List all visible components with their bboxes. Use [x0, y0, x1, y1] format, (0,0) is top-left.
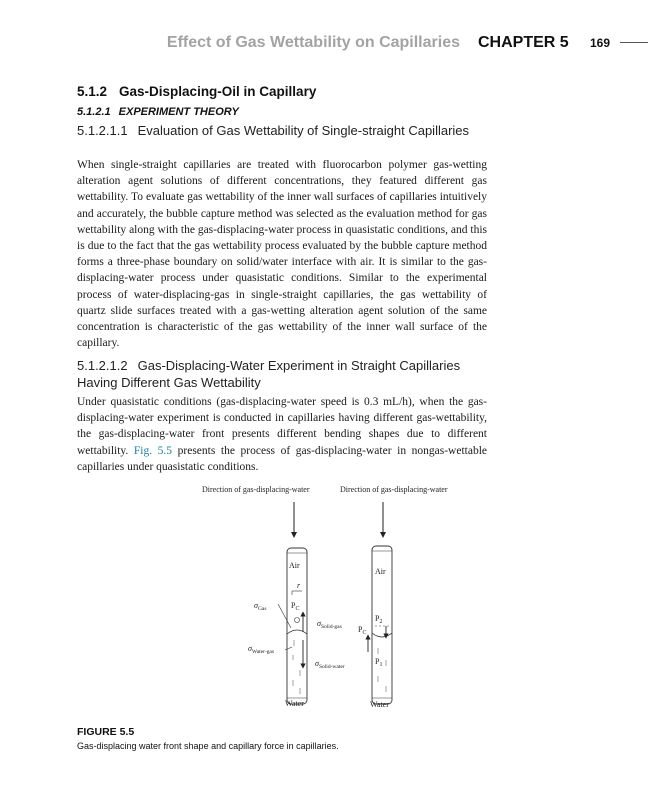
body-paragraph-b — [77, 394, 487, 475]
paragraph-heading-a — [77, 122, 497, 139]
sigma-gas-leader — [278, 604, 291, 628]
page-number: 169 — [590, 36, 611, 50]
paragraph-title-b: Gas-Displacing-Water Experiment in Straight Capillaries Having Different Gas Wettability — [77, 358, 461, 390]
direction-label-right: Direction of gas-displacing-water — [340, 485, 448, 494]
sigma-water-gas-label: $\sigma_{Water-gas}$ — [248, 644, 274, 655]
figure-diagram — [190, 480, 490, 716]
subsection-title: EXPERIMENT THEORY — [118, 106, 239, 118]
meniscus-right — [372, 633, 392, 637]
body-text-after: presents the process of gas-displacing-water in nongas-wettable capillaries under quasistatic conditions. — [77, 444, 488, 473]
section-number: 5.1.2 — [77, 84, 108, 99]
paragraph-heading-b — [77, 357, 497, 391]
chapter-label: CHAPTER 5 — [478, 34, 569, 51]
subsection-number: 5.1.2.1 — [77, 106, 111, 118]
direction-label-left: Direction of gas-displacing-water — [202, 485, 310, 494]
sigma-solid-water-label: $\sigma_{Solid-water}$ — [315, 659, 345, 670]
body-paragraph-a: When single-straight capillaries are treated with fluorocarbon polymer gas-wetting alteration agent solutions of different concentrations, they featured different gas wettability. To evaluate gas wettability of the inner wall surfaces of capillaries intuitively and accurately, the bubble capture method was selected as the evaluation method for gas wettability along with the gas-displacing-water process in quasistatic conditions, and this is due to the fact that the gas wettability process evaluated by the bubble capture method forms a three-phase boundary on solid/water interface with air. It is similar to the gas-displacing-water process under quasistatic conditions. Similar to the experimental process of water-displacing-gas in single-straight capillaries, the gas wettability of quartz slide surfaces treated with a gas-wetting alteration agent solution of the same concentration is characteristic of the gas wettability of the inner wall surface of the capillary. — [77, 159, 487, 350]
figure-label: FIGURE 5.5 — [77, 726, 135, 738]
meniscus-left — [287, 630, 307, 634]
p2-label: $P_2$ — [375, 614, 383, 625]
running-title: Effect of Gas Wettability on Capillaries — [166, 34, 460, 51]
paragraph-title-a: Evaluation of Gas Wettability of Single-straight Capillaries — [137, 123, 470, 138]
water-label-right: Water — [370, 700, 389, 709]
air-label-left: Air — [289, 561, 300, 570]
body-text-before: Under quasistatic conditions (gas-displacing-water speed is 0.3 mL/h), when the gas-displacing-water experiment is conducted in capillaries having different gas-wettability, the gas-displacing-water front presents different bending shapes due to different wettability. — [77, 396, 487, 457]
sigma-solid-gas-label: $\sigma_{Solid-gas}$ — [317, 619, 342, 630]
page-header — [0, 32, 648, 56]
header-rule — [620, 42, 648, 43]
figure-caption: Gas-displacing water front shape and capillary force in capillaries. — [77, 741, 339, 751]
section-title: Gas-Displacing-Oil in Capillary — [119, 84, 317, 99]
subsection-heading — [77, 106, 239, 118]
air-label-right: Air — [375, 567, 386, 576]
water-label-left: Water — [285, 699, 304, 708]
radius-label: r — [297, 581, 301, 590]
figure-reference-link[interactable]: Fig. 5.5 — [133, 444, 173, 457]
p1-label: $P_1$ — [375, 657, 383, 668]
sigma-water-gas-arrow — [285, 647, 292, 650]
section-heading — [77, 84, 316, 99]
sigma-gas-label: $\sigma_{Gas}$ — [254, 601, 267, 612]
pc-label-left: $P_C$ — [291, 601, 300, 612]
paragraph-number-b: 5.1.2.1.2 — [77, 358, 128, 373]
paragraph-number-a: 5.1.2.1.1 — [77, 123, 128, 138]
pc-label-right: $P_C$ — [358, 625, 367, 636]
